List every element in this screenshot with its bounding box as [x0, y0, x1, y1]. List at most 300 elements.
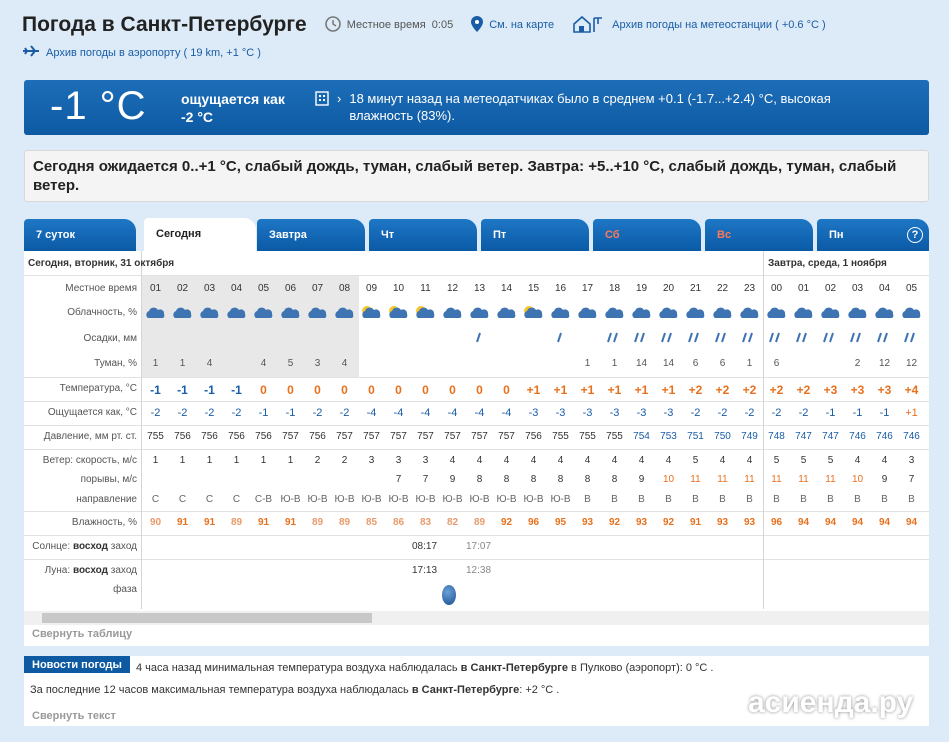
temp-cell: +1	[580, 383, 595, 397]
rain-icon	[686, 331, 706, 345]
press-cell: 757	[336, 431, 353, 442]
press-cell: 746	[849, 431, 866, 442]
cloud-icon	[657, 303, 681, 321]
dir-cell: В	[854, 494, 861, 505]
fog-cell: 4	[206, 358, 213, 369]
cloud-icon	[576, 303, 600, 321]
feels-cell: -2	[717, 407, 728, 419]
tab-saturday[interactable]: Сб	[593, 219, 701, 251]
press-cell: 756	[228, 431, 245, 442]
wind-cell: 5	[692, 455, 699, 466]
page-title: Погода в Санкт-Петербурге	[22, 13, 307, 36]
dir-cell: С-В	[254, 494, 273, 505]
rain-icon	[551, 331, 571, 345]
feels-cell: -4	[447, 407, 458, 419]
feels-cell: -2	[177, 407, 188, 419]
hours-cell: 05	[905, 283, 918, 294]
gusts-cell: 9	[638, 474, 645, 485]
tab-7-days[interactable]: 7 суток	[24, 219, 136, 251]
wind-cell: 4	[503, 455, 510, 466]
feels-cell: -1	[258, 407, 269, 419]
dir-cell: Ю-В	[415, 494, 436, 505]
cloud-icon	[765, 303, 789, 321]
wind-cell: 5	[773, 455, 780, 466]
gusts-cell: 11	[690, 474, 701, 485]
tab-today[interactable]: Сегодня	[144, 218, 256, 251]
wind-cell: 3	[422, 455, 429, 466]
fog-cell: 1	[584, 358, 591, 369]
wind-cell: 4	[476, 455, 483, 466]
hours-cell: 05	[257, 283, 270, 294]
feels-cell: -2	[690, 407, 701, 419]
wind-cell: 4	[584, 455, 591, 466]
cloud-icon	[144, 303, 168, 321]
feels-cell: -3	[663, 407, 674, 419]
gusts-cell: 11	[798, 474, 809, 485]
hours-cell: 03	[851, 283, 864, 294]
temp-cell: 0	[503, 383, 510, 397]
humidity-cell: 94	[797, 517, 810, 528]
gusts-cell: 10	[851, 474, 864, 485]
humidity-cell: 96	[770, 517, 783, 528]
fog-cell: 1	[179, 358, 186, 369]
wind-cell: 3	[908, 455, 915, 466]
temp-cell: +1	[553, 383, 568, 397]
cloud-icon	[684, 303, 708, 321]
humidity-cell: 94	[905, 517, 918, 528]
wind-cell: 3	[395, 455, 402, 466]
press-cell: 747	[822, 431, 839, 442]
humidity-cell: 85	[365, 517, 378, 528]
moonset: 12:38	[465, 565, 492, 576]
hours-cell: 11	[420, 283, 431, 294]
rain-icon	[821, 331, 841, 345]
hourly-grid	[24, 251, 929, 609]
gusts-cell: 8	[611, 474, 618, 485]
temp-cell: +1	[607, 383, 622, 397]
temp-cell: +2	[769, 383, 784, 397]
rain-icon	[875, 331, 895, 345]
dir-cell: Ю-В	[523, 494, 544, 505]
fog-cell: 1	[611, 358, 618, 369]
hours-cell: 04	[230, 283, 243, 294]
temp-cell: +4	[904, 383, 919, 397]
temp-cell: 0	[314, 383, 321, 397]
temp-cell: +2	[688, 383, 703, 397]
gusts-cell: 8	[557, 474, 564, 485]
humidity-cell: 94	[878, 517, 891, 528]
hours-cell: 02	[824, 283, 837, 294]
humidity-cell: 92	[608, 517, 621, 528]
cloud-icon	[225, 303, 249, 321]
hours-cell: 14	[500, 283, 513, 294]
feels-cell: -3	[582, 407, 593, 419]
feels-cell: -4	[366, 407, 377, 419]
dir-cell: В	[584, 494, 591, 505]
dir-cell: В	[719, 494, 726, 505]
temp-cell: 0	[287, 383, 294, 397]
hours-cell: 01	[797, 283, 810, 294]
humidity-cell: 83	[419, 517, 432, 528]
humidity-cell: 89	[230, 517, 243, 528]
dir-cell: Ю-В	[496, 494, 517, 505]
moonrise: 17:13	[411, 565, 438, 576]
feels-cell: -3	[636, 407, 647, 419]
news-button[interactable]: Новости погоды	[24, 656, 130, 673]
airplane-icon	[22, 44, 40, 61]
hours-cell: 12	[446, 283, 459, 294]
cloud-icon	[441, 303, 465, 321]
wind-cell: 1	[260, 455, 267, 466]
location-pin-icon	[471, 16, 483, 35]
wind-cell: 4	[449, 455, 456, 466]
tab-tomorrow[interactable]: Завтра	[257, 219, 365, 251]
cloud-icon	[549, 303, 573, 321]
cloud-icon	[360, 303, 384, 321]
temp-cell: 0	[260, 383, 267, 397]
label-wind: Ветер: скорость, м/с	[42, 455, 137, 466]
label-fog: Туман, %	[94, 358, 137, 369]
humidity-cell: 96	[527, 517, 540, 528]
hours-cell: 15	[527, 283, 540, 294]
feels-cell: +1	[905, 407, 918, 419]
feels-cell: -2	[150, 407, 161, 419]
wind-cell: 1	[179, 455, 186, 466]
humidity-cell: 95	[554, 517, 567, 528]
news-line-2: За последние 12 часов максимальная температура воздуха наблюдалась в Санкт-Петербурге: +2 °С .	[30, 684, 560, 696]
hours-cell: 19	[635, 283, 648, 294]
press-cell: 748	[768, 431, 785, 442]
fog-cell: 1	[152, 358, 159, 369]
rain-icon	[470, 331, 490, 345]
weather-table	[24, 251, 929, 646]
humidity-cell: 89	[311, 517, 324, 528]
wind-cell: 2	[314, 455, 321, 466]
hours-cell: 23	[743, 283, 756, 294]
humidity-cell: 90	[149, 517, 162, 528]
temp-cell: +3	[877, 383, 892, 397]
cloud-icon	[522, 303, 546, 321]
dir-cell: В	[827, 494, 834, 505]
cloud-icon	[495, 303, 519, 321]
fog-cell: 6	[692, 358, 699, 369]
cloud-icon	[738, 303, 762, 321]
map-link[interactable]: См. на карте	[471, 16, 554, 35]
hours-cell: 17	[581, 283, 594, 294]
press-cell: 756	[309, 431, 326, 442]
hours-cell: 00	[770, 283, 783, 294]
fog-cell: 2	[854, 358, 861, 369]
dir-cell: В	[611, 494, 618, 505]
press-cell: 753	[660, 431, 677, 442]
press-cell: 757	[282, 431, 299, 442]
temp-cell: +3	[823, 383, 838, 397]
feels-cell: -3	[609, 407, 620, 419]
humidity-cell: 94	[851, 517, 864, 528]
label-gusts: порывы, м/с	[80, 474, 137, 485]
wind-cell: 4	[611, 455, 618, 466]
hours-cell: 01	[149, 283, 162, 294]
rain-icon	[848, 331, 868, 345]
label-humidity: Влажность, %	[71, 517, 137, 528]
collapse-table-link[interactable]: Свернуть таблицу	[32, 628, 133, 640]
collapse-text-link[interactable]: Свернуть текст	[32, 710, 116, 722]
tab-monday[interactable]: Пн ?	[817, 219, 929, 251]
sunrise: 08:17	[411, 541, 438, 552]
dir-cell: Ю-В	[442, 494, 463, 505]
table-scrollbar[interactable]	[24, 611, 929, 625]
help-icon[interactable]: ?	[907, 227, 923, 243]
gusts-cell: 11	[825, 474, 836, 485]
humidity-cell: 91	[257, 517, 270, 528]
rain-icon	[767, 331, 787, 345]
cloud-icon	[819, 303, 843, 321]
dir-cell: С	[151, 494, 160, 505]
cloud-icon	[252, 303, 276, 321]
press-cell: 757	[498, 431, 515, 442]
feels-cell: -1	[879, 407, 890, 419]
hours-cell: 02	[176, 283, 189, 294]
rain-icon	[713, 331, 733, 345]
feels-cell: -1	[825, 407, 836, 419]
feels-cell: -2	[312, 407, 323, 419]
temp-cell: 0	[449, 383, 456, 397]
feels-cell: -3	[555, 407, 566, 419]
dir-cell: В	[746, 494, 753, 505]
dir-cell: В	[665, 494, 672, 505]
current-weather-bar	[24, 80, 929, 135]
hours-cell: 18	[608, 283, 621, 294]
press-cell: 746	[876, 431, 893, 442]
current-temp: -1 °C	[50, 84, 147, 128]
hours-cell: 10	[392, 283, 405, 294]
cloud-icon	[846, 303, 870, 321]
day1-heading: Сегодня, вторник, 31 октября	[28, 258, 175, 269]
feels-cell: -2	[744, 407, 755, 419]
fog-cell: 3	[314, 358, 321, 369]
dir-cell: Ю-В	[307, 494, 328, 505]
press-cell: 756	[525, 431, 542, 442]
news-line-1: 4 часа назад минимальная температура воздуха наблюдалась в Санкт-Петербурге в Пулково (аэропорт): 0 °С .	[136, 662, 714, 674]
press-cell: 755	[147, 431, 164, 442]
fog-cell: 14	[662, 358, 675, 369]
dir-cell: Ю-В	[550, 494, 571, 505]
feels-cell: -2	[339, 407, 350, 419]
label-time: Местное время	[65, 283, 137, 294]
dir-cell: Ю-В	[280, 494, 301, 505]
press-cell: 754	[633, 431, 650, 442]
gusts-cell: 9	[881, 474, 888, 485]
tab-thursday[interactable]: Чт	[369, 219, 477, 251]
fog-cell: 6	[773, 358, 780, 369]
cloud-icon	[603, 303, 627, 321]
dir-cell: С	[178, 494, 187, 505]
scrollbar-thumb[interactable]	[42, 613, 372, 623]
gusts-cell: 11	[771, 474, 782, 485]
temp-cell: 0	[368, 383, 375, 397]
temp-cell: 0	[341, 383, 348, 397]
feels-cell: -2	[771, 407, 782, 419]
archive-station-link[interactable]: Архив погоды на метеостанции ( +0.6 °C )	[572, 14, 826, 37]
hours-cell: 22	[716, 283, 729, 294]
dir-cell: Ю-В	[361, 494, 382, 505]
rain-icon	[740, 331, 760, 345]
page-header	[22, 12, 826, 38]
wind-cell: 4	[530, 455, 537, 466]
tab-friday[interactable]: Пт	[481, 219, 589, 251]
press-cell: 757	[444, 431, 461, 442]
label-feels: Ощущается как, °С	[47, 407, 137, 418]
dir-cell: Ю-В	[334, 494, 355, 505]
cloud-icon	[630, 303, 654, 321]
humidity-cell: 93	[716, 517, 729, 528]
dir-cell: В	[773, 494, 780, 505]
weather-station-icon	[572, 14, 606, 37]
temp-cell: +1	[661, 383, 676, 397]
temp-cell: 0	[395, 383, 402, 397]
wind-cell: 2	[341, 455, 348, 466]
dir-cell: В	[908, 494, 915, 505]
temp-cell: 0	[422, 383, 429, 397]
wind-cell: 4	[665, 455, 672, 466]
gusts-cell: 8	[530, 474, 537, 485]
day-tabs	[24, 218, 929, 251]
fog-cell: 1	[746, 358, 753, 369]
label-direction: направление	[76, 494, 137, 505]
feels-cell: -2	[204, 407, 215, 419]
humidity-cell: 82	[446, 517, 459, 528]
press-cell: 755	[552, 431, 569, 442]
hours-cell: 04	[878, 283, 891, 294]
label-moon: Луна: восход заход	[44, 565, 137, 576]
rain-icon	[902, 331, 922, 345]
fog-cell: 12	[905, 358, 918, 369]
dir-cell: С	[232, 494, 241, 505]
humidity-cell: 91	[176, 517, 189, 528]
cloud-icon	[171, 303, 195, 321]
label-cloud: Облачность, %	[67, 307, 137, 318]
gusts-cell: 9	[449, 474, 456, 485]
gusts-cell: 7	[908, 474, 915, 485]
day2-heading: Завтра, среда, 1 ноября	[768, 258, 887, 269]
humidity-cell: 92	[662, 517, 675, 528]
press-cell: 756	[174, 431, 191, 442]
press-cell: 746	[903, 431, 920, 442]
fog-cell: 14	[635, 358, 648, 369]
gusts-cell: 8	[476, 474, 483, 485]
cloud-icon	[468, 303, 492, 321]
humidity-cell: 91	[689, 517, 702, 528]
hours-cell: 03	[203, 283, 216, 294]
humidity-cell: 94	[824, 517, 837, 528]
humidity-cell: 91	[284, 517, 297, 528]
temp-cell: +3	[850, 383, 865, 397]
wind-cell: 4	[746, 455, 753, 466]
press-cell: 755	[579, 431, 596, 442]
temp-cell: +2	[796, 383, 811, 397]
clock-icon	[325, 16, 341, 35]
press-cell: 756	[255, 431, 272, 442]
cloud-icon	[279, 303, 303, 321]
gusts-cell: 8	[503, 474, 510, 485]
building-icon	[315, 90, 329, 106]
humidity-cell: 91	[203, 517, 216, 528]
rain-icon	[632, 331, 652, 345]
wind-cell: 4	[638, 455, 645, 466]
gusts-cell: 8	[584, 474, 591, 485]
gusts-cell: 11	[744, 474, 755, 485]
press-cell: 757	[471, 431, 488, 442]
cloud-icon	[333, 303, 357, 321]
wind-cell: 5	[800, 455, 807, 466]
temp-cell: -1	[177, 383, 188, 397]
press-cell: 757	[417, 431, 434, 442]
local-time: Местное время 0:05	[325, 16, 453, 35]
temp-cell: -1	[231, 383, 242, 397]
hours-cell: 08	[338, 283, 351, 294]
feels-like: ощущается как -2 °C	[181, 91, 285, 125]
label-sun: Солнце: восход заход	[32, 541, 137, 552]
press-cell: 747	[795, 431, 812, 442]
watermark-logo: асиенда.ру	[748, 686, 914, 719]
forecast-summary: Сегодня ожидается 0..+1 °C, слабый дождь, туман, слабый ветер. Завтра: +5..+10 °C, слабый дождь, туман, слабый ветер.	[24, 150, 929, 202]
cloud-icon	[711, 303, 735, 321]
feels-cell: -4	[393, 407, 404, 419]
feels-cell: -1	[852, 407, 863, 419]
hours-cell: 07	[311, 283, 324, 294]
humidity-cell: 89	[338, 517, 351, 528]
fog-cell: 6	[719, 358, 726, 369]
wind-cell: 3	[368, 455, 375, 466]
cloud-icon	[306, 303, 330, 321]
press-cell: 750	[714, 431, 731, 442]
gusts-cell: 11	[717, 474, 728, 485]
rain-icon	[794, 331, 814, 345]
label-pressure: Давление, мм рт. ст.	[43, 431, 137, 442]
wind-cell: 4	[719, 455, 726, 466]
temp-cell: 0	[476, 383, 483, 397]
dir-cell: С	[205, 494, 214, 505]
gusts-cell: 10	[662, 474, 675, 485]
feels-cell: -4	[420, 407, 431, 419]
dir-cell: В	[881, 494, 888, 505]
press-cell: 757	[363, 431, 380, 442]
temp-cell: +2	[742, 383, 757, 397]
cloud-icon	[198, 303, 222, 321]
archive-airport-link[interactable]: Архив погоды в аэропорту ( 19 km, +1 °C )	[22, 44, 261, 61]
dir-cell: В	[638, 494, 645, 505]
dir-cell: В	[800, 494, 807, 505]
moon-phase-icon	[442, 585, 456, 605]
fog-cell: 4	[260, 358, 267, 369]
press-cell: 755	[606, 431, 623, 442]
tab-sunday[interactable]: Вс	[705, 219, 813, 251]
hours-cell: 06	[284, 283, 297, 294]
hours-cell: 16	[554, 283, 567, 294]
dir-cell: Ю-В	[388, 494, 409, 505]
cloud-icon	[387, 303, 411, 321]
cloud-icon	[900, 303, 924, 321]
gusts-cell: 7	[395, 474, 402, 485]
fog-cell: 4	[341, 358, 348, 369]
fog-cell: 5	[287, 358, 294, 369]
label-temp: Температура, °С	[59, 383, 137, 394]
temp-cell: +1	[526, 383, 541, 397]
hours-cell: 09	[365, 283, 378, 294]
humidity-cell: 92	[500, 517, 513, 528]
temp-cell: -1	[204, 383, 215, 397]
humidity-cell: 93	[743, 517, 756, 528]
